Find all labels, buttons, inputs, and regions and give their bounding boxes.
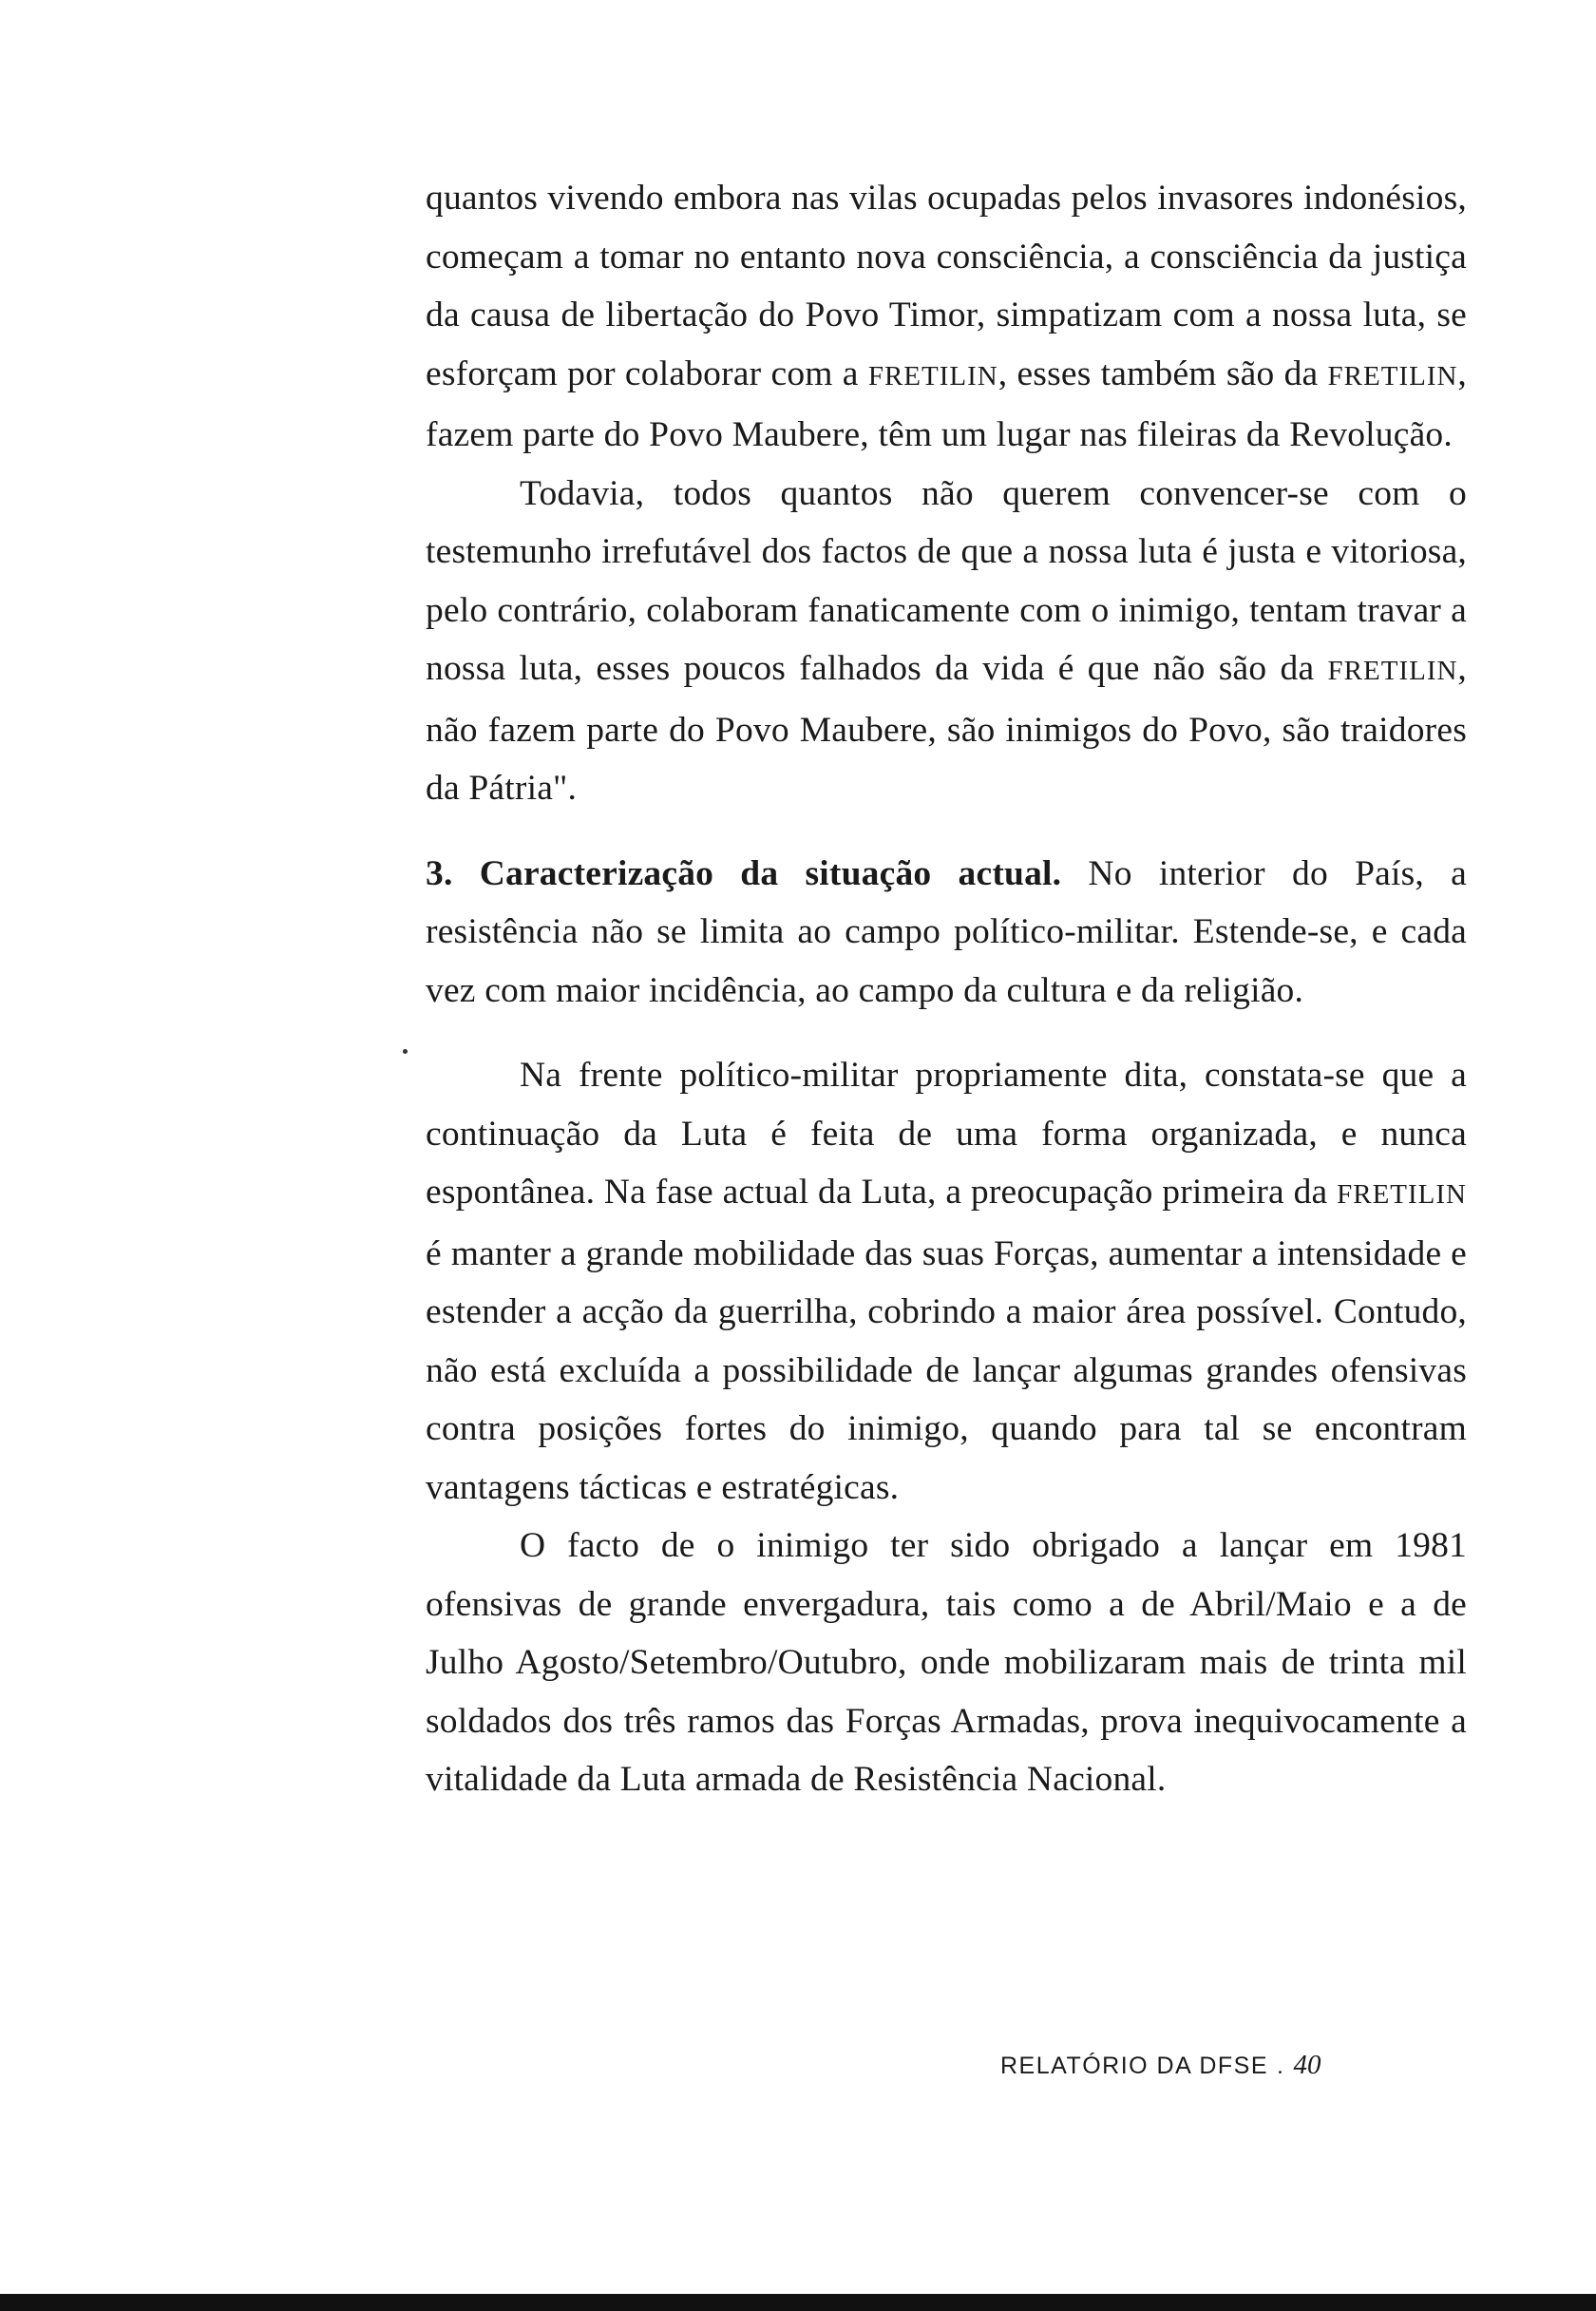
paragraph-3-text: No interior do País, a resistência não se limita ao campo político-militar. Estende-se, e cada vez com maior incidência, ao campo da cultura e da religião.: [426, 853, 1467, 1010]
paragraph-4: [426, 1046, 1467, 1517]
party-name: FRETILIN: [1327, 360, 1458, 392]
paragraph-1-text-b: , esses também são da: [998, 353, 1328, 393]
party-name: FRETILIN: [1327, 656, 1458, 686]
party-name: FRETILIN: [1337, 1179, 1467, 1210]
running-title: RELATÓRIO DA DFSE: [1000, 2053, 1269, 2079]
paragraph-2-text-a: Todavia, todos quantos não querem convencer-se com o testemunho irrefutável dos factos de que a nossa luta é justa e vitoriosa, pelo contrário, colaboram fanaticamente com o inimigo, tentam travar a nossa luta, esses poucos falhados da vida é que não são da: [426, 473, 1467, 688]
page-number: 40: [1293, 2050, 1321, 2080]
paragraph-3: [426, 845, 1467, 1021]
paragraph-1-text-a: quantos vivendo embora nas vilas ocupadas pelos invasores indonésios, começam a tomar no entanto nova consciência, a consciência da justiça da causa de libertação do Povo Timor, simpatizam com a nossa luta, se esforçam por colaborar com a: [426, 179, 1467, 393]
paragraph-1-text-c: , fazem parte do Povo Maubere, têm um lugar nas fileiras da Revolução.: [426, 353, 1467, 454]
margin-mark: [403, 1049, 408, 1054]
party-name: FRETILIN: [867, 360, 998, 392]
paragraph-5: [426, 1517, 1467, 1809]
paragraph-4-text-a: Na frente político-militar propriamente dita, constata-se que a continuação da Luta é feita de uma forma organizada, e nunca espontânea. Na fase actual da Luta, a preocupação primeira da: [426, 1056, 1467, 1212]
page-body: [426, 169, 1467, 1809]
paragraph-2: [426, 465, 1467, 818]
paragraph-1: [426, 169, 1467, 465]
paragraph-5-text: O facto de o inimigo ter sido obrigado a lançar em 1981 ofensivas de grande envergadura, tais como a de Abril/Maio e a de Julho Agosto/Setembro/Outubro, onde mobilizaram mais de trinta mil soldados dos três ramos das Forças Armadas, prova inequivocamente a vitalidade da Luta armada de Resistência Nacional.: [426, 1526, 1467, 1799]
section-heading: 3. Caracterização da situação actual.: [426, 853, 1062, 893]
paragraph-4-text-b: é manter a grande mobilidade das suas Forças, aumentar a intensidade e estender a acção da guerrilha, cobrindo a maior área possível. Contudo, não está excluída a possibilidade de lançar algumas grandes ofensivas contra posições fortes do inimigo, quando para tal se encontram vantagens tácticas e estratégicas.: [426, 1233, 1467, 1507]
footer-separator: .: [1277, 2053, 1285, 2079]
scan-edge-rule: [0, 2294, 1596, 2311]
paragraph-2-text-b: , não fazem parte do Povo Maubere, são inimigos do Povo, são traidores da Pátria".: [426, 649, 1467, 808]
running-footer: [1000, 2050, 1320, 2081]
